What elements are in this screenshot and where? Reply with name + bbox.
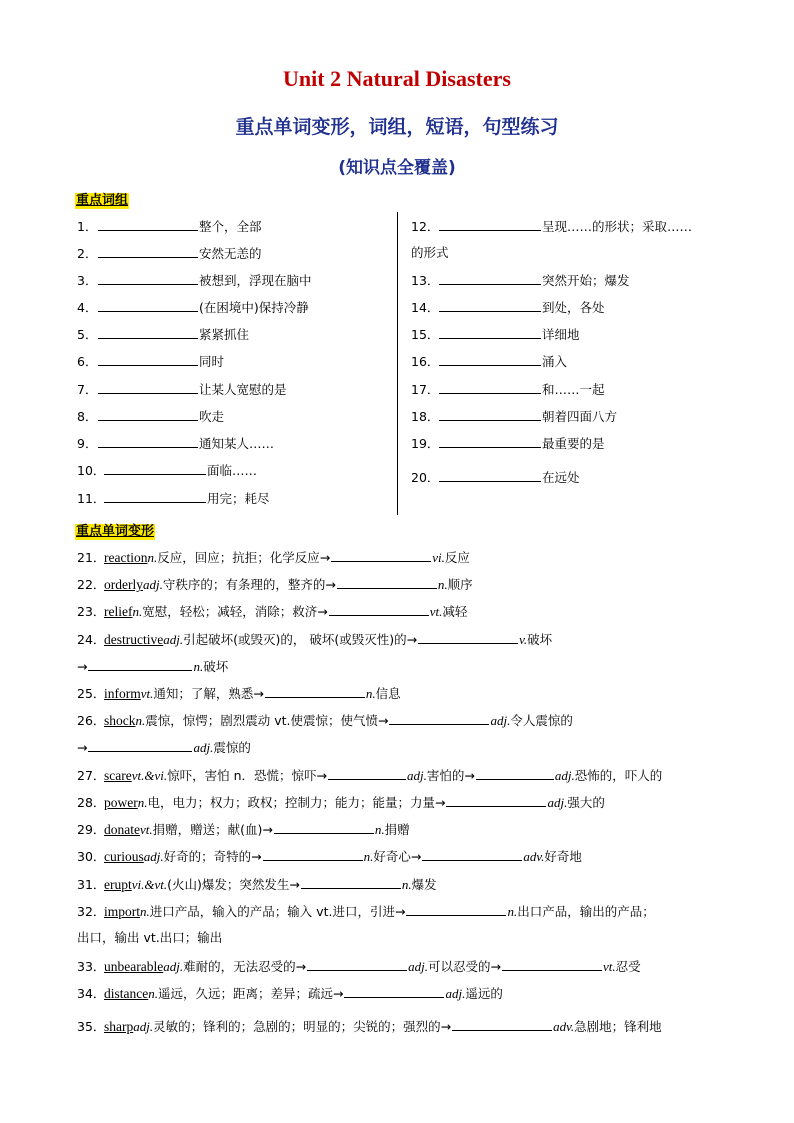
headword: power bbox=[104, 795, 138, 810]
phrase-item bbox=[77, 489, 270, 508]
word-form-continuation bbox=[77, 657, 228, 676]
answer-blank[interactable] bbox=[337, 575, 437, 589]
headword: relief bbox=[104, 604, 133, 619]
answer-blank[interactable] bbox=[98, 352, 198, 366]
definition: 破坏 bbox=[203, 659, 229, 674]
phrase-meaning: 吹走 bbox=[199, 409, 225, 424]
definition: 灵敏的；锋利的；急剧的；明显的；尖锐的；强烈的→ bbox=[153, 1019, 452, 1034]
phrase-meaning: 让某人宽慰的是 bbox=[199, 382, 287, 397]
item-number: 16． bbox=[411, 354, 440, 369]
definition: 宽慰，轻松；减轻，消除；救济→ bbox=[142, 604, 328, 619]
part-of-speech: adj. bbox=[554, 768, 575, 783]
phrase-meaning: 在远处 bbox=[542, 470, 580, 485]
definition: 捐赠，赠送；献(血)→ bbox=[152, 822, 273, 837]
headword: sharp bbox=[104, 1019, 134, 1034]
word-form-item bbox=[77, 766, 662, 785]
word-form-item bbox=[77, 793, 605, 812]
phrase-item bbox=[411, 407, 617, 426]
item-number: 13． bbox=[411, 273, 440, 288]
phrase-item bbox=[77, 271, 312, 290]
phrase-item bbox=[411, 434, 605, 453]
item-number: 2． bbox=[77, 246, 98, 261]
headword: inform bbox=[104, 686, 141, 701]
answer-blank[interactable] bbox=[265, 684, 365, 698]
part-of-speech: n. bbox=[437, 577, 448, 592]
definition: 通知；了解，熟悉→ bbox=[153, 686, 264, 701]
phrase-meaning: 整个，全部 bbox=[199, 219, 262, 234]
answer-blank[interactable] bbox=[98, 271, 198, 285]
part-of-speech: n. bbox=[148, 986, 158, 1001]
item-number: 34． bbox=[77, 986, 106, 1001]
item-number: 23． bbox=[77, 604, 106, 619]
phrase-item bbox=[77, 407, 224, 426]
part-of-speech: vi.&vt. bbox=[131, 877, 168, 892]
answer-blank[interactable] bbox=[274, 820, 374, 834]
phrase-meaning: 最重要的是 bbox=[542, 436, 605, 451]
word-form-item bbox=[77, 602, 467, 621]
phrase-meaning: 紧紧抓住 bbox=[199, 327, 250, 342]
definition: 减轻 bbox=[442, 604, 468, 619]
part-of-speech: adv. bbox=[553, 1019, 575, 1034]
definition: 忍受 bbox=[615, 959, 641, 974]
continuation-text: → bbox=[77, 659, 88, 674]
part-of-speech: n. bbox=[135, 713, 146, 728]
definition: 反应 bbox=[444, 550, 470, 565]
headword: shock bbox=[104, 713, 136, 728]
part-of-speech: vt. bbox=[429, 604, 443, 619]
part-of-speech: n. bbox=[365, 686, 376, 701]
definition: 好奇的；奇特的→ bbox=[163, 849, 262, 864]
item-number: 9． bbox=[77, 436, 98, 451]
word-form-item bbox=[77, 575, 473, 594]
word-form-item bbox=[77, 1017, 662, 1036]
definition: 引起破坏(或毁灭)的， 破坏(或毁灭性)的→ bbox=[183, 632, 418, 647]
answer-blank[interactable] bbox=[104, 461, 206, 475]
answer-blank[interactable] bbox=[439, 352, 541, 366]
section-heading-phrases: 重点词组 bbox=[76, 193, 129, 208]
answer-blank[interactable] bbox=[502, 957, 602, 971]
definition: 信息 bbox=[375, 686, 401, 701]
phrase-meaning: 同时 bbox=[199, 354, 225, 369]
part-of-speech: v. bbox=[519, 632, 528, 647]
answer-blank[interactable] bbox=[98, 244, 198, 258]
part-of-speech: adj. bbox=[143, 849, 164, 864]
definition: 进口产品，输入的产品；输入 vt.进口，引进→ bbox=[149, 904, 406, 919]
definition: 惊吓，害怕 n．恐慌；惊吓→ bbox=[167, 768, 327, 783]
item-number: 25． bbox=[77, 686, 106, 701]
item-number: 31． bbox=[77, 877, 106, 892]
answer-blank[interactable] bbox=[329, 602, 429, 616]
headword: unbearable bbox=[104, 959, 164, 974]
definition: 震惊，惊愕；剧烈震动 vt.使震惊；使气愤→ bbox=[145, 713, 389, 728]
headword: distance bbox=[104, 986, 149, 1001]
item-number: 14． bbox=[411, 300, 440, 315]
part-of-speech: adj. bbox=[490, 713, 511, 728]
item-number: 28． bbox=[77, 795, 106, 810]
definition: 出口产品，输出的产品； bbox=[517, 904, 655, 919]
answer-blank[interactable] bbox=[446, 793, 546, 807]
part-of-speech: n. bbox=[401, 877, 412, 892]
definition: 好奇心→ bbox=[373, 849, 422, 864]
item-number: 30． bbox=[77, 849, 106, 864]
answer-blank[interactable] bbox=[301, 875, 401, 889]
answer-blank[interactable] bbox=[439, 271, 541, 285]
definition: 急剧地；锋利地 bbox=[574, 1019, 662, 1034]
phrase-item bbox=[77, 434, 274, 453]
answer-blank[interactable] bbox=[439, 407, 541, 421]
definition: 令人震惊的 bbox=[510, 713, 573, 728]
answer-blank[interactable] bbox=[344, 984, 444, 998]
headword: donate bbox=[104, 822, 140, 837]
headword: reaction bbox=[104, 550, 148, 565]
phrase-item bbox=[411, 298, 605, 317]
phrase-meaning: 到处，各处 bbox=[542, 300, 605, 315]
part-of-speech: n. bbox=[363, 849, 374, 864]
headword: curious bbox=[104, 849, 144, 864]
answer-blank[interactable] bbox=[88, 657, 192, 671]
phrase-meaning: 详细地 bbox=[542, 327, 580, 342]
page-title: Unit 2 Natural Disasters bbox=[283, 66, 511, 91]
headword: erupt bbox=[104, 877, 132, 892]
definition: 难耐的，无法忍受的→ bbox=[183, 959, 307, 974]
answer-blank[interactable] bbox=[98, 434, 198, 448]
part-of-speech: adj. bbox=[163, 959, 184, 974]
item-number: 21． bbox=[77, 550, 106, 565]
definition: 恐怖的，吓人的 bbox=[574, 768, 663, 783]
answer-blank[interactable] bbox=[439, 217, 541, 231]
item-number: 3． bbox=[77, 273, 98, 288]
part-of-speech: adj. bbox=[142, 577, 163, 592]
part-of-speech: n. bbox=[193, 659, 204, 674]
answer-blank[interactable] bbox=[439, 468, 541, 482]
part-of-speech: n. bbox=[132, 604, 143, 619]
part-of-speech: vt.&vi. bbox=[131, 768, 168, 783]
part-of-speech: n. bbox=[507, 904, 518, 919]
headword: import bbox=[104, 904, 140, 919]
word-form-item bbox=[77, 847, 582, 866]
answer-blank[interactable] bbox=[439, 298, 541, 312]
part-of-speech: n. bbox=[140, 904, 150, 919]
phrase-meaning: 安然无恙的 bbox=[199, 246, 262, 261]
answer-blank[interactable] bbox=[98, 298, 198, 312]
answer-blank[interactable] bbox=[104, 489, 206, 503]
answer-blank[interactable] bbox=[389, 711, 489, 725]
item-number: 29． bbox=[77, 822, 106, 837]
item-number: 17． bbox=[411, 382, 440, 397]
phrase-meaning: 和……一起 bbox=[542, 382, 605, 397]
part-of-speech: vt. bbox=[140, 822, 153, 837]
word-form-item bbox=[77, 711, 573, 730]
item-number: 32． bbox=[77, 904, 106, 919]
phrase-item bbox=[77, 325, 249, 344]
answer-blank[interactable] bbox=[439, 380, 541, 394]
phrase-item bbox=[411, 380, 605, 399]
item-number: 7． bbox=[77, 382, 98, 397]
word-form-continuation bbox=[77, 929, 222, 947]
answer-blank[interactable] bbox=[98, 407, 198, 421]
headword: orderly bbox=[104, 577, 143, 592]
phrase-meaning: 朝着四面八方 bbox=[542, 409, 618, 424]
part-of-speech: adj. bbox=[408, 959, 428, 974]
phrase-meaning: 涌入 bbox=[542, 354, 568, 369]
answer-blank[interactable] bbox=[263, 847, 363, 861]
definition: (火山)爆发；突然发生→ bbox=[167, 877, 300, 892]
word-form-item bbox=[77, 875, 437, 894]
word-form-item bbox=[77, 984, 503, 1003]
item-number: 35． bbox=[77, 1019, 106, 1034]
answer-blank[interactable] bbox=[452, 1017, 552, 1031]
coverage-note: (知识点全覆盖) bbox=[338, 158, 456, 178]
part-of-speech: vt. bbox=[602, 959, 616, 974]
item-number: 11． bbox=[77, 491, 106, 506]
definition: 顺序 bbox=[447, 577, 473, 592]
word-form-item bbox=[77, 902, 655, 921]
answer-blank[interactable] bbox=[98, 325, 198, 339]
part-of-speech: adj. bbox=[133, 1019, 154, 1034]
definition: 破坏 bbox=[527, 632, 553, 647]
definition: 好奇地 bbox=[544, 849, 582, 864]
headword: destructive bbox=[104, 632, 164, 647]
answer-blank[interactable] bbox=[98, 217, 198, 231]
part-of-speech: vi. bbox=[432, 550, 445, 565]
answer-blank[interactable] bbox=[328, 766, 406, 780]
definition: 电，电力；权力；政权；控制力；能力；能量；力量→ bbox=[147, 795, 446, 810]
phrase-meaning: 通知某人…… bbox=[199, 436, 275, 451]
phrase-item bbox=[77, 461, 257, 480]
item-number: 10． bbox=[77, 463, 106, 478]
item-number: 1． bbox=[77, 219, 98, 234]
phrase-meaning: 用完；耗尽 bbox=[207, 491, 270, 506]
phrase-item bbox=[411, 271, 630, 290]
definition: 强大的 bbox=[567, 795, 605, 810]
phrase-item bbox=[411, 244, 449, 262]
phrase-item bbox=[411, 352, 567, 371]
item-number: 4． bbox=[77, 300, 98, 315]
answer-blank[interactable] bbox=[88, 738, 192, 752]
definition: 遥远的 bbox=[465, 986, 503, 1001]
definition: 可以忍受的→ bbox=[427, 959, 501, 974]
definition: 爆发 bbox=[411, 877, 437, 892]
answer-blank[interactable] bbox=[406, 902, 506, 916]
definition: 守秩序的；有条理的，整齐的→ bbox=[162, 577, 336, 592]
item-number: 27． bbox=[77, 768, 106, 783]
part-of-speech: n. bbox=[137, 795, 148, 810]
continuation-text: 出口，输出 vt.出口；输出 bbox=[77, 930, 223, 945]
word-form-item bbox=[77, 630, 552, 649]
definition: 遥远，久远；距离；差异；疏远→ bbox=[157, 986, 344, 1001]
word-form-item bbox=[77, 957, 641, 976]
phrase-item bbox=[77, 244, 262, 263]
item-number: 8． bbox=[77, 409, 98, 424]
continuation-text: → bbox=[77, 740, 88, 755]
section-heading-word-forms: 重点单词变形 bbox=[76, 524, 155, 539]
phrase-item bbox=[77, 352, 224, 371]
answer-blank[interactable] bbox=[418, 630, 518, 644]
column-divider bbox=[397, 212, 398, 515]
definition: 害怕的→ bbox=[426, 768, 475, 783]
definition: 反应，回应；抗拒；化学反应→ bbox=[157, 550, 331, 565]
item-number: 18． bbox=[411, 409, 440, 424]
answer-blank[interactable] bbox=[439, 434, 541, 448]
part-of-speech: adj. bbox=[445, 986, 466, 1001]
item-number: 15． bbox=[411, 327, 440, 342]
answer-blank[interactable] bbox=[422, 847, 522, 861]
item-number: 20． bbox=[411, 470, 440, 485]
phrase-meaning: 被想到，浮现在脑中 bbox=[199, 273, 312, 288]
answer-blank[interactable] bbox=[476, 766, 554, 780]
page-subtitle: 重点单词变形，词组，短语，句型练习 bbox=[235, 116, 559, 138]
phrase-meaning: (在困境中)保持冷静 bbox=[199, 300, 309, 315]
word-form-item bbox=[77, 820, 410, 839]
answer-blank[interactable] bbox=[331, 548, 431, 562]
answer-blank[interactable] bbox=[307, 957, 407, 971]
phrase-meaning: 突然开始；爆发 bbox=[542, 273, 630, 288]
item-number: 26． bbox=[77, 713, 106, 728]
headword: scare bbox=[104, 768, 132, 783]
part-of-speech: adj. bbox=[547, 795, 568, 810]
item-number: 6． bbox=[77, 354, 98, 369]
item-number: 12． bbox=[411, 219, 440, 234]
phrase-meaning: 面临…… bbox=[207, 463, 258, 478]
definition: 震惊的 bbox=[213, 740, 251, 755]
part-of-speech: n. bbox=[147, 550, 158, 565]
phrase-item bbox=[411, 217, 692, 236]
word-form-item bbox=[77, 548, 470, 567]
item-number: 33． bbox=[77, 959, 106, 974]
item-number: 22． bbox=[77, 577, 106, 592]
part-of-speech: adv. bbox=[523, 849, 545, 864]
phrase-item bbox=[77, 380, 287, 399]
part-of-speech: adj. bbox=[163, 632, 184, 647]
answer-blank[interactable] bbox=[98, 380, 198, 394]
phrase-item bbox=[77, 298, 309, 317]
item-number: 5． bbox=[77, 327, 98, 342]
phrase-item bbox=[411, 325, 580, 344]
part-of-speech: n. bbox=[374, 822, 385, 837]
part-of-speech: vt. bbox=[140, 686, 154, 701]
phrase-meaning: 的形式 bbox=[411, 245, 449, 260]
word-form-continuation bbox=[77, 738, 251, 757]
definition: 捐赠 bbox=[384, 822, 410, 837]
item-number: 24． bbox=[77, 632, 106, 647]
part-of-speech: adj. bbox=[193, 740, 214, 755]
item-number: 19． bbox=[411, 436, 440, 451]
phrase-item bbox=[411, 468, 580, 487]
part-of-speech: adj. bbox=[407, 768, 427, 783]
answer-blank[interactable] bbox=[439, 325, 541, 339]
phrase-meaning: 呈现……的形状；采取…… bbox=[542, 219, 693, 234]
word-form-item bbox=[77, 684, 401, 703]
phrase-item bbox=[77, 217, 262, 236]
